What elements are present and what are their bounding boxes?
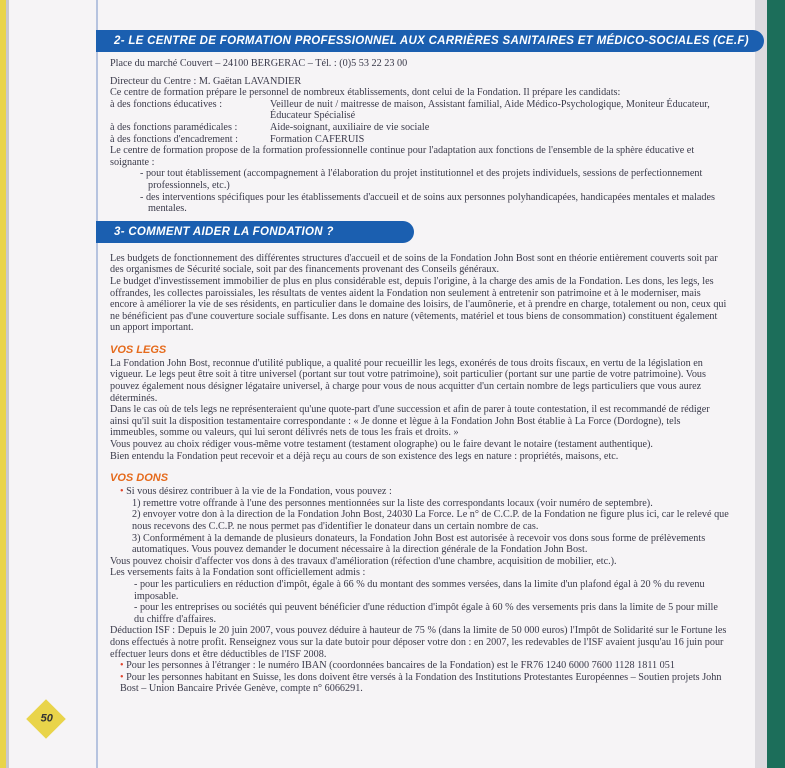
section-2-heading: 2- LE CENTRE DE FORMATION PROFESSIONNEL AUX CARRIÈRES SANITAIRES ET MÉDICO-SOCIALES (CE.F): [96, 30, 764, 52]
legs-heading: VOS LEGS: [110, 343, 167, 356]
section-3-heading: 3- COMMENT AIDER LA FONDATION ?: [96, 221, 414, 243]
versements-intro: Les versements faits à la Fondation sont officiellement admis :: [110, 567, 366, 579]
function-label: à des fonctions d'encadrement :: [110, 133, 239, 145]
dons-heading: VOS DONS: [110, 472, 169, 485]
centre-address: Place du marché Couvert – 24100 BERGERAC – Tél. : (0)5 53 22 23 00: [110, 58, 408, 69]
dons-intro: [110, 486, 730, 498]
legs-paragraph: Vous pouvez au choix rédiger vous-même votre testament (testament olographe) ou le faire devant le notaire (testament authentique).: [110, 439, 653, 451]
isf-paragraph: Déduction ISF : Depuis le 20 juin 2007, vous pouvez déduire à hauteur de 75 % (dans la limite de 50 000 euros) l'Impôt de Solidarité sur le Fortune les dons effectués à notre profit. Renseignez vous sur la date butoir pour déposer votre don : en 2007, les redevables de l'ISF avaient jusqu'au 16 juin pour effectuer leurs dons et être déductibles de l'ISF 2008.: [110, 625, 727, 660]
legs-paragraph: Bien entendu la Fondation peut recevoir et a déjà reçu au cours de son existence des legs en nature : propriétés, maisons, etc.: [110, 450, 619, 462]
iban-text: Pour les personnes à l'étranger : le numéro IBAN (coordonnées bancaires de la Fondation) est le FR76 1240 6000 7600 1128 1811 051: [126, 660, 675, 672]
function-value: Veilleur de nuit / maitresse de maison, Assistant familial, Aide Médico-Psychologique, Moniteur Éducateur, Éducateur Spécialisé: [270, 98, 710, 122]
page-content: [110, 30, 749, 695]
versement-item: - pour les entreprises ou sociétés qui peuvent bénéficier d'une réduction d'impôt égale à 60 % des versements pris dans la limite de 5 pour mille du chiffre d'affaires.: [134, 602, 718, 625]
page-edge-left-shadow: [6, 0, 9, 768]
page-number: 50: [40, 712, 53, 725]
dons-intro-text: Si vous désirez contribuer à la vie de la Fondation, vous pouvez :: [126, 486, 392, 498]
bullet-icon: •: [120, 660, 124, 672]
budget-paragraph: Le budget d'investissement immobilier de plus en plus considérable est, depuis l'origine, à la charge des amis de la Fondation. Les dons, les legs, les offrandes, les collectes paroissiales, les résultats de ventes aident la Fondation non seulement à entretenir son patrimoine et à le moderniser, mais encore à améliorer la vie de ses résidents, en particulier dans le domaine des loisirs, de l'aumônerie, et à prendre en charge, totalement ou non, ceux qui ne bénéficient pas d'une couverture sociale suffisante. Les dons en nature (vêtements, matériel et tous biens de consommation) constituent également un apport important.: [110, 275, 727, 334]
suisse-item: [110, 672, 730, 695]
dons-affect: Vous pouvez choisir d'affecter vos dons à des travaux d'amélioration (réfection d'une chambre, acquisition de mobilier, etc.).: [110, 555, 617, 567]
director-label: Directeur du Centre :: [110, 75, 197, 87]
page-edge-right-cover: [767, 0, 785, 768]
legs-paragraph: La Fondation John Bost, reconnue d'utilité publique, a qualité pour recueillir les legs, exonérés de tous droits fiscaux, en vertu de la législation en vigueur. Le legs peut être soit à titre universel (portant sur tout votre patrimoine), soit particulier (portant sur une partie de votre patrimoine). Vous pouvez également nous désigner légataire universel, à charge pour vous de nous acquitter d'un certain nombre de legs particuliers que vous aurez déterminés.: [110, 357, 706, 404]
centre-intro: Ce centre de formation prépare le personnel de nombreux établissements, dont celui de la Fondation. Il prépare les candidats:: [110, 87, 621, 99]
training-item: - des interventions spécifiques pour les établissements d'accueil et de soins aux personnes polyhandicapées, handicapées mentales et malades mentales.: [140, 191, 715, 215]
function-row-educative: [110, 99, 730, 122]
function-label: à des fonctions paramédicales :: [110, 121, 238, 133]
function-value: Formation CAFERUIS: [270, 133, 365, 145]
function-row-paramedical: [110, 122, 730, 134]
director-line: [110, 76, 730, 88]
budget-paragraph: Les budgets de fonctionnement des différentes structures d'accueil et de soins de la Fondation John Bost sont en théorie entièrement couverts soit par des organismes de Sécurité sociale, soit par des financements provenant des Conseils généraux.: [110, 252, 718, 276]
director-name: M. Gaëtan LAVANDIER: [196, 75, 302, 87]
bullet-icon: •: [120, 671, 124, 683]
versement-item: - pour les particuliers en réduction d'impôt, égale à 66 % du montant des sommes versées, dans la limite d'un plafond égal à 20 % du revenu imposable.: [134, 578, 705, 602]
page-number-badge: [26, 699, 66, 739]
function-row-encadrement: [110, 134, 730, 146]
legs-paragraph: Dans le cas où de tels legs ne représenteraient qu'une quote-part d'une succession et afin de parer à toute contestation, il est recommandé de rédiger ainsi qu'il suit la disposition testamentaire correspondante : « Je donne et lègue à la Fondation John Bost établie à La Force (Dordogne), tels immeubles, somme ou valeurs, qui lui seront délivrés nets de tous les frais et droits. »: [110, 404, 710, 439]
dons-option: 2) envoyer votre don à la direction de la Fondation John Bost, 24030 La Force. Le n° de C.C.P. de la Fondation ne figure plus ici, car le relevé que nous recevons des C.C.P. ne nous permet pas d'identifier le donateur dans un certain nombre de cas.: [132, 509, 729, 532]
continuing-training: Le centre de formation propose de la formation professionnelle continue pour l'adaptation aux fonctions de l'ensemble de la sphère éducative et soignante :: [110, 145, 695, 168]
function-label: à des fonctions éducatives :: [110, 98, 223, 110]
suisse-text: Pour les personnes habitant en Suisse, les dons doivent être versés à la Fondation des Institutions Protestantes Européennes – Soutien projets John Bost – Union Bancaire Privée Genève, compte n° 6066291.: [120, 671, 722, 695]
bullet-icon: •: [120, 486, 124, 498]
training-item: - pour tout établissement (accompagnement à l'élaboration du projet institutionnel et des projets individuels, sessions de perfectionnement professionnels, etc.): [140, 168, 703, 191]
iban-item: [110, 660, 730, 672]
function-value: Aide-soignant, auxiliaire de vie sociale: [270, 121, 430, 133]
dons-option: 1) remettre votre offrande à l'une des personnes mentionnées sur la liste des correspondants locaux (voir numéro de septembre).: [132, 497, 653, 509]
dons-option: 3) Conformément à la demande de plusieurs donateurs, la Fondation John Bost est autorisée à recevoir vos dons sous forme de prélèvements automatiques. Vous pouvez demander le document nécessaire à la direction générale de la Fondation John Bost.: [132, 532, 706, 556]
